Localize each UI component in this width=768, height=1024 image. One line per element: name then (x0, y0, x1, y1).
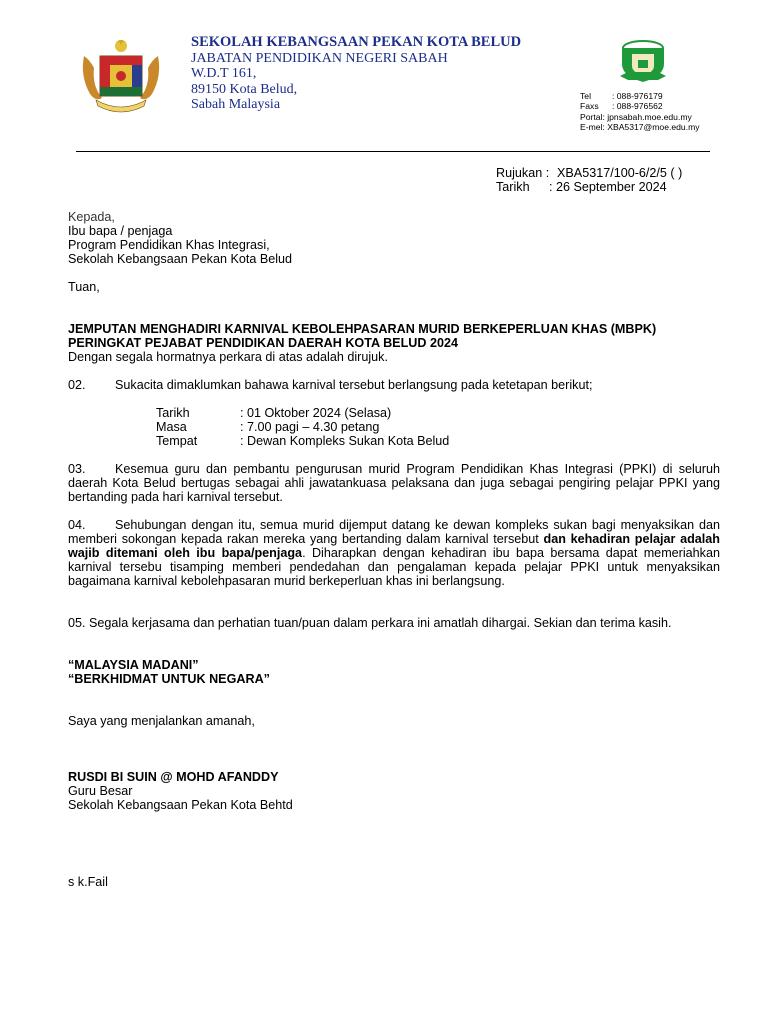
salutation: Tuan, (68, 280, 100, 294)
recipient-line: Kepada, (68, 210, 115, 224)
address-line: 89150 Kota Belud, (191, 81, 298, 97)
letterhead-divider (76, 151, 710, 152)
paragraph-number: 03. (68, 462, 86, 476)
motto-line: “MALAYSIA MADANI” (68, 658, 199, 672)
paragraph-text: Sehubungan dengan itu, semua murid dijemput datang ke dewan kompleks sukan bagi menyaksikan dan memberi sokongan kepada rakan mereka yang bertanding dalam karnival tersebut (68, 518, 720, 546)
detail-value: : 01 Oktober 2024 (Selasa) (240, 406, 392, 420)
contact-label: Faxs (580, 101, 599, 112)
rujukan-value: XBA5317/100-6/2/5 ( ) (557, 166, 683, 180)
address-line: Sabah Malaysia (191, 97, 281, 112)
detail-label: Tempat (156, 434, 198, 448)
rujukan-label: Rujukan : (496, 166, 550, 180)
malaysia-coat-of-arms-icon (78, 36, 164, 116)
signatory-title: Guru Besar (68, 784, 133, 798)
recipient-block (68, 210, 468, 266)
closing-line: Saya yang menjalankan amanah, (68, 714, 255, 728)
school-name: SEKOLAH KEBANGSAAN PEKAN KOTA BELUD (191, 34, 522, 50)
paragraph-number: 04. (68, 518, 86, 532)
signatory-block (68, 770, 468, 812)
contact-label: E-mel (580, 122, 603, 133)
tarikh-value: : 26 September 2024 (549, 180, 667, 194)
paragraph-emphasis: dan kehadiran pelajar adalah wajib ditemani oleh ibu bapa/penjaga (68, 532, 720, 560)
paragraph-05: 05. Segala kerjasama dan perhatian tuan/puan dalam perkara ini amatlah dihargai. Sekian dan terima kasih. (68, 616, 672, 630)
subject-line: JEMPUTAN MENGHADIRI KARNIVAL KEBOLEHPASARAN MURID BERKEPERLUAN KHAS (MBPK) (68, 322, 657, 336)
detail-label: Masa (156, 420, 187, 434)
address-line: W.D.T 161, (191, 66, 257, 81)
paragraph-text: Kesemua guru dan pembantu pengurusan murid Program Pendidikan Khas Integrasi (PPKI) di seluruh daerah Kota Belud bertugas sebagai ahli jawatankuasa pelaksana dan juga sebagai pengiring pelajar PPKI yang bertanding pada hari karnival tersebut. (68, 462, 720, 504)
contact-label: Tel (580, 91, 591, 101)
paragraph-04 (68, 518, 720, 588)
intro-line: Dengan segala hormatnya perkara di atas adalah dirujuk. (68, 350, 388, 364)
tarikh-label: Tarikh (496, 180, 530, 194)
paragraph-number: 02. (68, 378, 86, 392)
cc-line: s k.Fail (68, 875, 108, 889)
contact-value: : 088-976562 (612, 101, 663, 112)
detail-label: Tarikh (156, 406, 190, 420)
recipient-line: Program Pendidikan Khas Integrasi, (68, 238, 270, 252)
motto-line: “BERKHIDMAT UNTUK NEGARA” (68, 672, 270, 686)
subject-line: PERINGKAT PEJABAT PENDIDIKAN DAERAH KOTA BELUD 2024 (68, 336, 458, 350)
event-details (156, 406, 556, 448)
contact-block (580, 91, 760, 133)
paragraph-text: . Diharapkan dengan kehadiran ibu bapa bersama dapat memeriahkan karnival tersebu tisamping memberi pendedahan dan pengalaman kepada pelajar PPKI untuk menyaksikan bagaimana karnival kebolehpasaran murid berkeperluan khas ini berlangsung. (68, 546, 720, 588)
signatory-school: Sekolah Kebangsaan Pekan Kota Behtd (68, 798, 293, 812)
reference-block (496, 166, 746, 194)
paragraph-text: Sukacita dimaklumkan bahawa karnival tersebut berlangsung pada ketetapan berikut; (115, 378, 593, 392)
paragraph-02 (68, 378, 718, 392)
subject (68, 322, 718, 350)
detail-value: : 7.00 pagi – 4.30 petang (240, 420, 380, 434)
contact-value: : XBA5317@moe.edu.my (602, 122, 700, 133)
motto-block (68, 658, 468, 686)
signatory-name: RUSDI BI SUIN @ MOHD AFANDDY (68, 770, 279, 784)
contact-label: Portal (580, 111, 603, 122)
recipient-line: Ibu bapa / penjaga (68, 224, 173, 238)
school-shield-logo-icon (616, 38, 670, 84)
paragraph-03 (68, 462, 720, 504)
contact-value: : 088-976179 (612, 91, 663, 101)
contact-value: : jpnsabah.moe.edu.my (602, 111, 692, 122)
recipient-line: Sekolah Kebangsaan Pekan Kota Belud (68, 252, 293, 266)
detail-value: : Dewan Kompleks Sukan Kota Belud (240, 434, 450, 448)
department-name: JABATAN PENDIDIKAN NEGERI SABAH (191, 50, 448, 66)
